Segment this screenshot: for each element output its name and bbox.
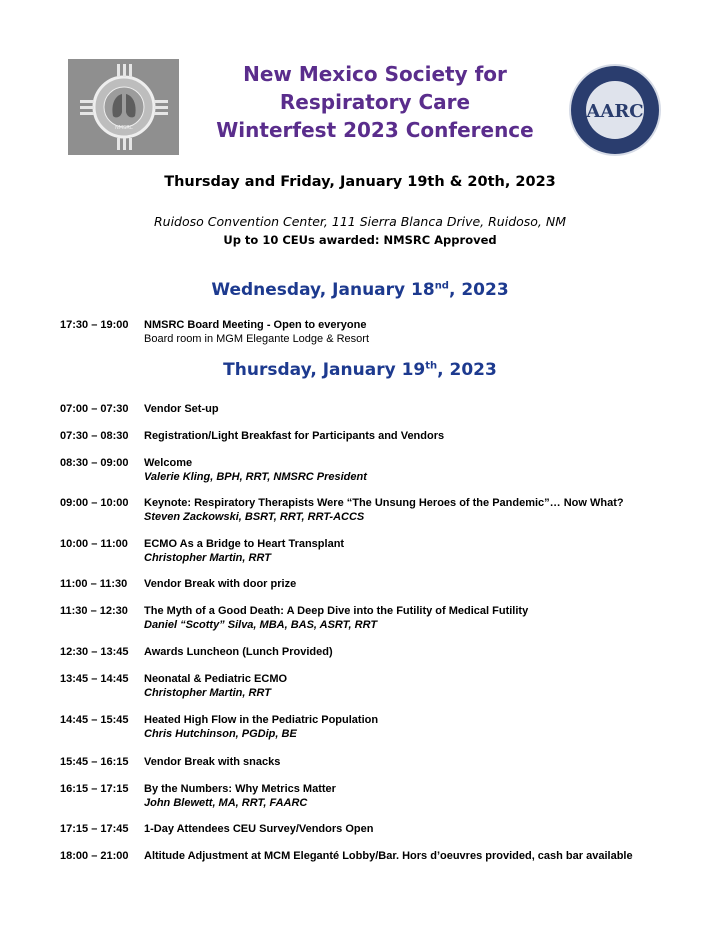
session-speaker: John Blewett, MA, RRT, FAARC	[144, 797, 308, 809]
session-title: Vendor Set-up	[144, 403, 219, 415]
session-speaker: Chris Hutchinson, PGDip, BE	[144, 728, 297, 740]
session-time: 07:00 – 07:30	[60, 403, 129, 415]
session-title: The Myth of a Good Death: A Deep Dive into the Futility of Medical Futility	[144, 605, 529, 617]
svg-text:NMSRC: NMSRC	[114, 125, 133, 131]
session-title: Neonatal & Pediatric ECMO	[144, 673, 288, 685]
session-time: 17:30 – 19:00	[60, 319, 129, 331]
session-time: 15:45 – 16:15	[60, 756, 129, 768]
session-speaker: Steven Zackowski, BSRT, RRT, RRT-ACCS	[144, 511, 365, 523]
session-time: 11:00 – 11:30	[60, 578, 128, 590]
session-title: By the Numbers: Why Metrics Matter	[144, 783, 336, 795]
session-title: Awards Luncheon (Lunch Provided)	[144, 646, 333, 658]
conference-title	[180, 60, 570, 144]
svg-text:AARC: AARC	[586, 101, 644, 122]
session-title: Vendor Break with door prize	[144, 578, 297, 590]
session-title: NMSRC Board Meeting - Open to everyone	[144, 319, 367, 331]
session-title: Heated High Flow in the Pediatric Population	[144, 714, 379, 726]
session-title: ECMO As a Bridge to Heart Transplant	[144, 538, 345, 550]
session-speaker: Daniel “Scotty” Silva, MBA, BAS, ASRT, RRT	[144, 619, 378, 631]
session-time: 13:45 – 14:45	[60, 673, 129, 685]
session-time: 16:15 – 17:15	[60, 783, 129, 795]
session-time: 07:30 – 08:30	[60, 430, 129, 442]
venue-address: Ruidoso Convention Center, 111 Sierra Blanca Drive, Ruidoso, NM	[153, 214, 567, 229]
session-time: 11:30 – 12:30	[60, 605, 128, 617]
session-speaker: Christopher Martin, RRT	[144, 687, 271, 699]
session-time: 10:00 – 11:00	[60, 538, 128, 550]
session-title: Welcome	[144, 457, 193, 469]
title-line-1: New Mexico Society for	[243, 62, 507, 86]
title-line-3: Winterfest 2023 Conference	[216, 118, 534, 142]
session-time: 17:15 – 17:45	[60, 823, 129, 835]
session-title: Keynote: Respiratory Therapists Were “The Unsung Heroes of the Pandemic”… Now What?	[144, 497, 624, 509]
session-location: Board room in MGM Elegante Lodge & Resort	[144, 333, 370, 345]
session-title: 1-Day Attendees CEU Survey/Vendors Open	[144, 823, 374, 835]
conference-dates: Thursday and Friday, January 19th & 20th, 2023	[164, 174, 556, 190]
title-line-2: Respiratory Care	[279, 90, 471, 114]
session-time: 08:30 – 09:00	[60, 457, 129, 469]
session-time: 18:00 – 21:00	[60, 850, 129, 862]
session-time: 09:00 – 10:00	[60, 497, 129, 509]
session-title: Vendor Break with snacks	[144, 756, 281, 768]
session-speaker: Valerie Kling, BPH, RRT, NMSRC President	[144, 471, 367, 483]
session-time: 12:30 – 13:45	[60, 646, 129, 658]
aarc-seal-emblem	[569, 64, 661, 156]
session-speaker: Christopher Martin, RRT	[144, 552, 271, 564]
thursday-heading: Thursday, January 19th, 2023	[223, 360, 497, 380]
zia-sun-lungs-emblem	[76, 62, 172, 152]
session-title: Altitude Adjustment at MCM Eleganté Lobby/Bar. Hors d’oeuvres provided, cash bar available	[144, 850, 633, 862]
ceu-info: Up to 10 CEUs awarded: NMSRC Approved	[223, 233, 497, 247]
session-title: Registration/Light Breakfast for Participants and Vendors	[144, 430, 445, 442]
session-time: 14:45 – 15:45	[60, 714, 129, 726]
wednesday-heading: Wednesday, January 18nd, 2023	[211, 280, 509, 300]
aarc-logo	[569, 64, 661, 156]
nmsrc-logo	[68, 59, 179, 155]
